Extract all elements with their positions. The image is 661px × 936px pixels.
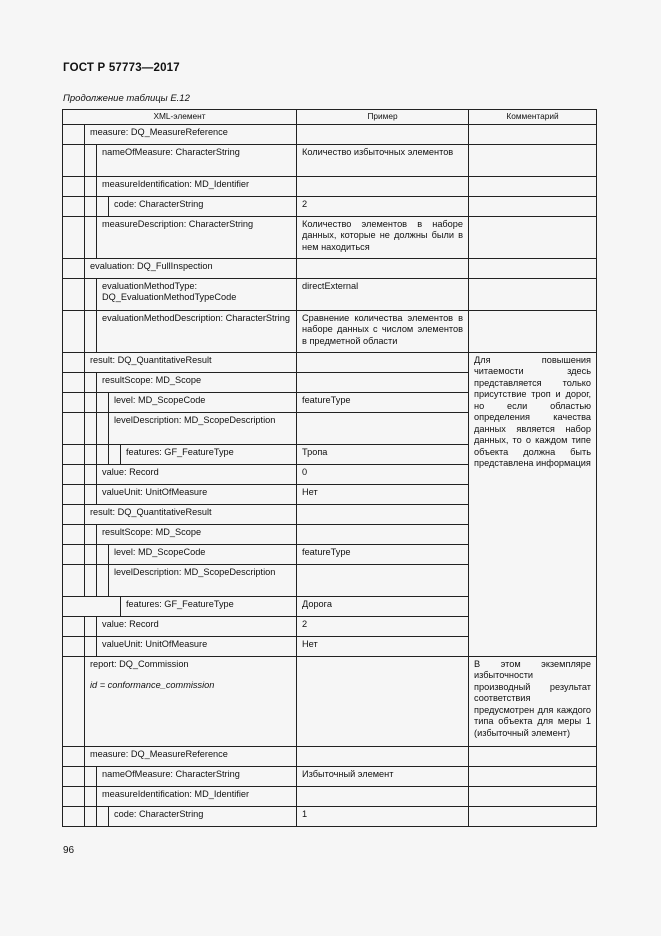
example-cell: featureType <box>297 392 469 412</box>
element-attribute: id = conformance_commission <box>90 680 215 690</box>
table-row <box>63 124 597 144</box>
indent-cell <box>85 372 97 392</box>
table-row <box>63 786 597 806</box>
xml-element-cell: features: GF_FeatureType <box>121 596 297 616</box>
example-cell: 2 <box>297 616 469 636</box>
comment-cell: В этом экземпляре избыточности производный результат соответствия предусмотрен для каждого типа объекта для меры 1 (избыточный элемент) <box>469 656 597 746</box>
indent-cell <box>63 616 85 636</box>
xml-element-cell: levelDescription: MD_ScopeDescription <box>109 564 297 596</box>
indent-cell <box>63 216 85 258</box>
xml-element-cell: level: MD_ScopeCode <box>109 544 297 564</box>
example-cell <box>297 656 469 746</box>
indent-cell <box>63 310 85 352</box>
xml-element-cell: result: DQ_QuantitativeResult <box>85 352 297 372</box>
indent-cell <box>63 786 85 806</box>
xml-elements-table <box>62 109 597 827</box>
example-cell: Количество избыточных элементов <box>297 144 469 176</box>
example-cell: Сравнение количества элементов в наборе данных с числом элементов в предметной области <box>297 310 469 352</box>
comment-cell <box>469 310 597 352</box>
comment-cell <box>469 144 597 176</box>
example-cell <box>297 124 469 144</box>
example-cell: directExternal <box>297 278 469 310</box>
table-row <box>63 310 597 352</box>
xml-element-cell <box>85 656 297 746</box>
comment-cell <box>469 216 597 258</box>
xml-element-cell: nameOfMeasure: CharacterString <box>97 766 297 786</box>
xml-element-cell: levelDescription: MD_ScopeDescription <box>109 412 297 444</box>
example-cell: 0 <box>297 464 469 484</box>
indent-cell <box>63 746 85 766</box>
indent-cell <box>85 484 97 504</box>
xml-element-cell: valueUnit: UnitOfMeasure <box>97 636 297 656</box>
indent-cell <box>63 124 85 144</box>
xml-element-cell: measureIdentification: MD_Identifier <box>97 786 297 806</box>
table-row <box>63 278 597 310</box>
example-cell <box>297 524 469 544</box>
indent-cell <box>85 766 97 786</box>
example-cell <box>297 564 469 596</box>
indent-cell <box>63 278 85 310</box>
xml-element-cell: resultScope: MD_Scope <box>97 524 297 544</box>
indent-cell <box>63 352 85 372</box>
comment-cell <box>469 196 597 216</box>
xml-element-cell: level: MD_ScopeCode <box>109 392 297 412</box>
indent-cell <box>63 392 85 412</box>
example-cell <box>297 352 469 372</box>
indent-cell <box>85 176 97 196</box>
comment-cell <box>469 806 597 826</box>
xml-element-cell: features: GF_FeatureType <box>121 444 297 464</box>
xml-element-cell: evaluation: DQ_FullInspection <box>85 258 297 278</box>
example-cell <box>297 504 469 524</box>
indent-cell <box>97 392 109 412</box>
table-row <box>63 766 597 786</box>
indent-cell <box>63 444 85 464</box>
indent-cell <box>63 564 85 596</box>
example-cell <box>297 412 469 444</box>
comment-cell <box>469 278 597 310</box>
example-cell: Нет <box>297 484 469 504</box>
xml-element-cell: nameOfMeasure: CharacterString <box>97 144 297 176</box>
example-cell: Дорога <box>297 596 469 616</box>
example-cell: featureType <box>297 544 469 564</box>
xml-element-cell: measureDescription: CharacterString <box>97 216 297 258</box>
comment-cell <box>469 258 597 278</box>
indent-cell <box>63 766 85 786</box>
indent-cell <box>63 524 85 544</box>
example-cell <box>297 746 469 766</box>
indent-cell <box>63 484 85 504</box>
xml-element-cell: evaluationMethodDescription: CharacterString <box>97 310 297 352</box>
example-cell: Тропа <box>297 444 469 464</box>
indent-cell <box>85 216 97 258</box>
comment-cell <box>469 746 597 766</box>
indent-cell <box>63 806 85 826</box>
xml-element-cell: measure: DQ_MeasureReference <box>85 124 297 144</box>
indent-cell <box>63 636 85 656</box>
document-title: ГОСТ Р 57773—2017 <box>63 62 180 74</box>
indent-cell <box>85 806 97 826</box>
indent-cell <box>97 544 109 564</box>
xml-element-cell: result: DQ_QuantitativeResult <box>85 504 297 524</box>
table-caption: Продолжение таблицы Е.12 <box>63 93 190 104</box>
indent-cell <box>85 544 97 564</box>
example-cell <box>297 786 469 806</box>
comment-cell <box>469 766 597 786</box>
indent-cell <box>85 616 97 636</box>
indent-cell <box>63 258 85 278</box>
comment-cell <box>469 176 597 196</box>
indent-cell <box>109 444 121 464</box>
table-row <box>63 196 597 216</box>
example-cell: 2 <box>297 196 469 216</box>
indent-cell <box>85 392 97 412</box>
indent-cell <box>85 636 97 656</box>
indent-cell <box>97 412 109 444</box>
xml-element-cell: resultScope: MD_Scope <box>97 372 297 392</box>
example-cell: Нет <box>297 636 469 656</box>
table-row <box>63 216 597 258</box>
table-row <box>63 656 597 746</box>
column-header-example: Пример <box>297 110 469 125</box>
indent-cell <box>63 372 85 392</box>
xml-element-cell: value: Record <box>97 616 297 636</box>
example-cell: 1 <box>297 806 469 826</box>
example-cell <box>297 258 469 278</box>
indent-cell <box>85 524 97 544</box>
indent-cell <box>97 444 109 464</box>
table-row <box>63 746 597 766</box>
indent-cell <box>85 144 97 176</box>
page-number: 96 <box>63 845 75 856</box>
indent-cell <box>85 310 97 352</box>
table-row <box>63 352 597 372</box>
comment-cell: Для повышения читаемости здесь представляется только присутствие троп и дорог, но если областью определения качества данных является набор данных, то о каждом типе объекта должна быть представлена информация <box>469 352 597 656</box>
indent-cell <box>85 464 97 484</box>
element-name: report: DQ_Commission <box>90 658 189 669</box>
indent-cell <box>63 656 85 746</box>
table-row <box>63 144 597 176</box>
example-cell: Избыточный элемент <box>297 766 469 786</box>
indent-cell <box>85 786 97 806</box>
column-header-comment: Комментарий <box>469 110 597 125</box>
indent-cell <box>97 806 109 826</box>
indent-cell <box>85 196 97 216</box>
table-row <box>63 258 597 278</box>
indent-cell <box>63 544 85 564</box>
indent-cell <box>63 144 85 176</box>
table-row <box>63 806 597 826</box>
xml-element-cell: valueUnit: UnitOfMeasure <box>97 484 297 504</box>
indent-cell <box>63 176 85 196</box>
example-cell <box>297 372 469 392</box>
table-row <box>63 176 597 196</box>
indent-cell <box>63 412 85 444</box>
indent-cell <box>63 596 121 616</box>
xml-element-cell: code: CharacterString <box>109 806 297 826</box>
xml-element-cell: measure: DQ_MeasureReference <box>85 746 297 766</box>
indent-cell <box>63 504 85 524</box>
xml-element-cell: value: Record <box>97 464 297 484</box>
indent-cell <box>63 464 85 484</box>
xml-element-cell: evaluationMethodType: DQ_EvaluationMethodTypeCode <box>97 278 297 310</box>
indent-cell <box>85 564 97 596</box>
table-header-row <box>63 110 597 125</box>
xml-element-cell: measureIdentification: MD_Identifier <box>97 176 297 196</box>
example-cell <box>297 176 469 196</box>
indent-cell <box>97 196 109 216</box>
xml-element-cell: code: CharacterString <box>109 196 297 216</box>
indent-cell <box>85 444 97 464</box>
indent-cell <box>97 564 109 596</box>
indent-cell <box>85 278 97 310</box>
comment-cell <box>469 124 597 144</box>
comment-cell <box>469 786 597 806</box>
indent-cell <box>85 412 97 444</box>
example-cell: Количество элементов в наборе данных, которые не должны были в нем находиться <box>297 216 469 258</box>
column-header-xml-element: XML-элемент <box>63 110 297 125</box>
indent-cell <box>63 196 85 216</box>
